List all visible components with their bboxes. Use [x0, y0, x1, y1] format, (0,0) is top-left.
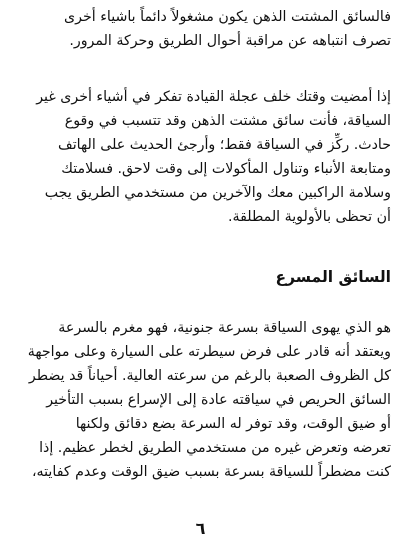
text-line: السائق الحريص في سياقته عادة إلى الإسراع بسبب التأخير [46, 392, 391, 408]
paragraph-distracted-driver-advice [11, 85, 391, 229]
text-line: ومتابعة الأنباء وتناول المأكولات إلى وقت لاحق. فسلامتك [61, 161, 391, 177]
text-line: فالسائق المشتت الذهن يكون مشغولاً دائماً باشياء أخرى [64, 9, 391, 25]
text-line: ويعتقد أنه قادر على فرض سيطرته على السيارة وعلى مواجهة [27, 344, 391, 360]
text-line: أن تحظى بالأولوية المطلقة. [228, 209, 391, 225]
paragraph-distracted-driver-intro [11, 5, 391, 53]
text-line: أو ضيق الوقت، وقد توفر له السرعة بضع دقائق ولكنها [75, 416, 391, 432]
text-line: كل الظروف الصعبة بالرغم من سرعته العالية. أحياناً قد يضطر [28, 368, 391, 384]
text-line: وسلامة الراكبين معك والآخرين من مستخدمي الطريق يجب [44, 185, 391, 201]
text-line: حادث. ركِّز في السياقة فقط؛ وأرجئ الحديث على الهاتف [58, 137, 391, 153]
section-heading: السائق المسرع [275, 268, 391, 286]
text-line: تصرف انتباهه عن مراقبة أحوال الطريق وحركة المرور. [69, 33, 391, 49]
paragraph-speeding-driver [11, 316, 391, 484]
text-line: تعرضه وتعرض غيره من مستخدمي الطريق لخطر عظيم. إذا [39, 440, 391, 456]
text-line: إذا أمضيت وقتك خلف عجلة القيادة تفكر في أشياء أخرى غير [36, 89, 391, 105]
text-line: السياقة، فأنت سائق مشتت الذهن وقد تتسبب في وقوع [64, 113, 391, 129]
text-line: كنت مضطراً للسياقة بسرعة بسبب ضيق الوقت وعدم كفايته، [31, 464, 391, 480]
text-line: هو الذي يهوى السياقة بسرعة جنونية، فهو مغرم بالسرعة [58, 320, 391, 336]
page-number: ٦ [195, 519, 206, 538]
